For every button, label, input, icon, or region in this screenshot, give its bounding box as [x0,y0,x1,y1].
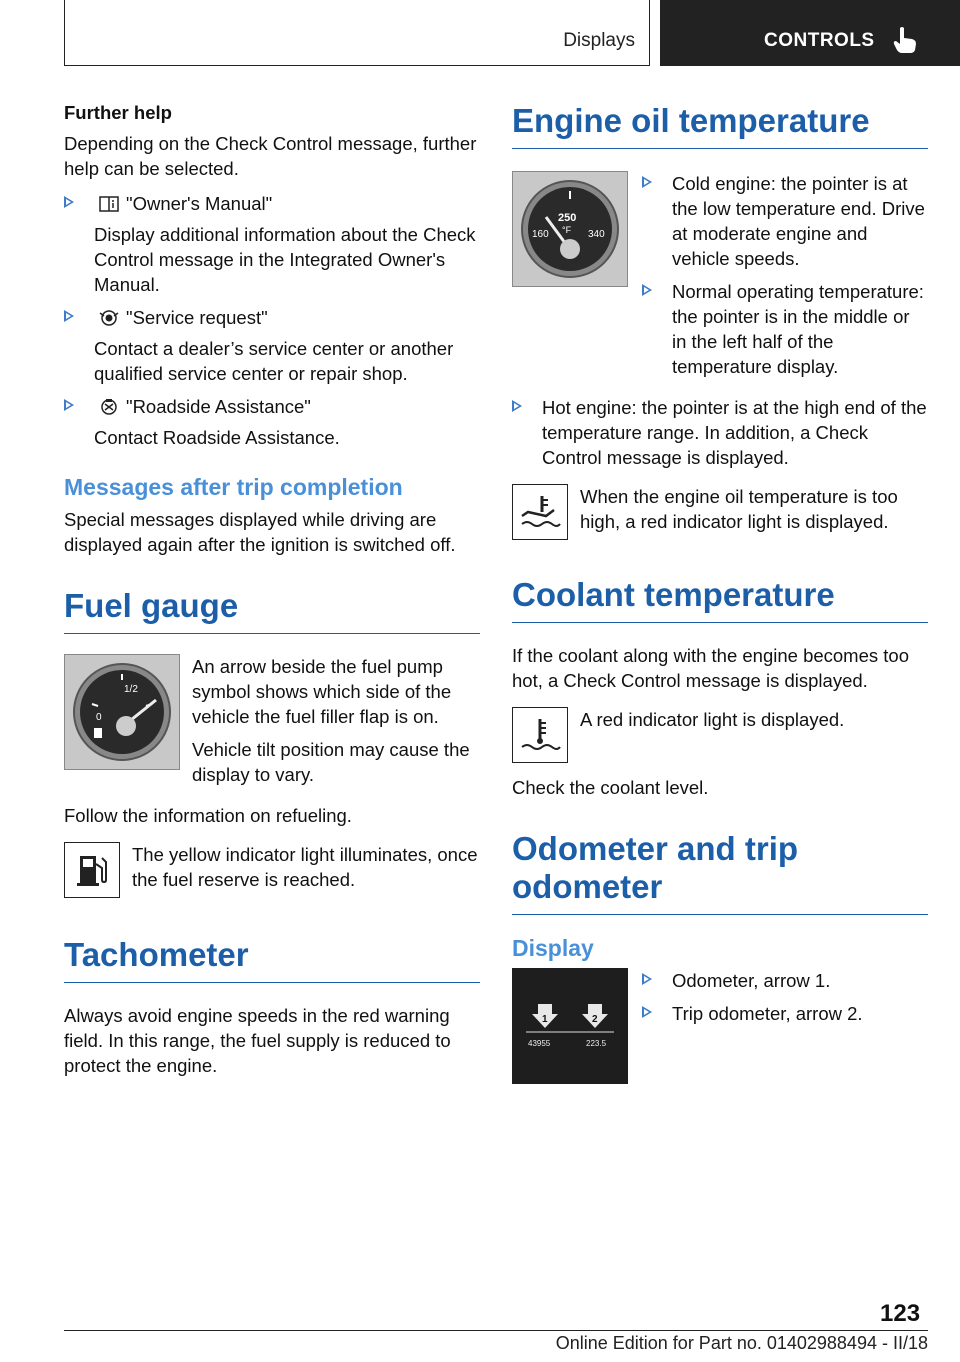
fuel-indicator-text: The yellow indicator light illuminates, once the fuel reserve is reached. [132,844,478,890]
further-help-heading: Further help [64,102,172,123]
service-request-label: "Service request" [126,307,268,328]
coolant-indicator-block [512,707,928,763]
oil-gauge-low: 160 [532,229,549,240]
odometer-display-image [512,968,628,1084]
arrow-2-label: 2 [592,1014,598,1025]
oil-gauge-high: 340 [588,229,605,240]
fuel-gauge-text [192,654,480,795]
roadside-assistance-desc: Contact Roadside Assistance. [94,427,340,448]
bullet-triangle-icon [642,973,654,987]
messages-heading: Messages after trip completion [64,474,403,500]
coolant-check-text: Check the coolant level. [512,777,709,798]
coolant-temperature-indicator-icon [512,707,568,763]
further-help-list [64,191,480,450]
owners-manual-icon [98,195,120,213]
bullet-triangle-icon [64,399,76,413]
fuel-gauge-heading: Fuel gauge [64,587,480,634]
fuel-gauge-block [64,654,480,795]
service-request-desc: Contact a dealer’s service center or another qualified service center or repair shop. [94,338,454,384]
odometer-item: Odometer, arrow 1. [672,970,831,991]
odometer-heading: Odometer and trip odometer [512,830,928,915]
roadside-assistance-icon [98,398,120,416]
fuel-gauge-half: 1/2 [124,684,138,695]
coolant-heading: Coolant temperature [512,576,928,623]
oil-item-normal: Normal operating temperature: the pointer is in the middle or in the left half of the temperature display. [672,281,924,377]
header-section-box [64,0,650,66]
fuel-gauge-dial-icon [70,660,174,764]
tachometer-heading: Tachometer [64,936,480,983]
list-item [642,171,928,271]
coolant-indicator-text: A red indicator light is displayed. [580,709,845,730]
bullet-triangle-icon [642,176,654,190]
oil-gauge-block [512,171,928,387]
oil-indicator-block [512,484,928,542]
footer-divider [64,1330,928,1331]
odometer-list [642,968,863,1034]
bullet-triangle-icon [64,196,76,210]
list-item [64,305,480,386]
coolant-text: If the coolant along with the engine becomes too hot, a Check Control message is displayed. [512,645,909,691]
oil-temperature-dial-icon [518,177,622,281]
fuel-pump-indicator-icon [64,842,120,898]
list-item [642,1001,863,1026]
odometer-value: 43955 [528,1039,551,1048]
oil-temperature-gauge-image [512,171,628,287]
tachometer-text: Always avoid engine speeds in the red warning field. In this range, the fuel supply is reduced to protect the engine. [64,1005,451,1076]
oil-list-long [512,395,928,470]
bullet-triangle-icon [64,310,76,324]
odometer-block [512,968,928,1084]
further-help-intro: Depending on the Check Control message, further help can be selected. [64,133,477,179]
list-item [64,191,480,297]
arrow-1-label: 1 [542,1014,548,1025]
fuel-indicator-block [64,842,480,900]
oil-list-short [642,171,928,387]
page-number: 123 [880,1300,921,1327]
bullet-triangle-icon [642,1006,654,1020]
engine-oil-heading: Engine oil temperature [512,102,928,149]
oil-gauge-mid: 250 [558,212,577,224]
bullet-triangle-icon [512,400,524,414]
header-chapter-title: CONTROLS [764,30,875,51]
header-section-title: Displays [563,30,635,51]
left-column [64,100,480,1078]
oil-item-cold: Cold engine: the pointer is at the low temperature end. Drive at moderate engine and vehicle speeds. [672,173,925,269]
header-chapter-box [660,0,960,66]
list-item [642,279,928,379]
bullet-triangle-icon [642,284,654,298]
list-item [64,394,480,450]
pointing-hand-icon [892,26,918,54]
oil-temperature-indicator-icon [512,484,568,540]
fuel-gauge-zero: 0 [96,712,102,723]
owners-manual-desc: Display additional information about the Check Control message in the Integrated Owner's Manual. [94,224,476,295]
service-request-icon [98,309,120,327]
fuel-gauge-image [64,654,180,770]
right-column [512,102,928,1092]
list-item [642,968,863,993]
owners-manual-label: "Owner's Manual" [126,193,273,214]
display-subheading: Display [512,935,594,961]
trip-odometer-value: 223.5 [586,1039,607,1048]
roadside-assistance-label: "Roadside Assistance" [126,396,311,417]
list-item [512,395,928,470]
messages-text: Special messages displayed while driving are displayed again after the ignition is switched off. [64,509,456,555]
footer-edition: Online Edition for Part no. 01402988494 - II/18 [555,1333,928,1353]
fuel-gauge-p1: An arrow beside the fuel pump symbol shows which side of the vehicle the fuel filler flap is on. [192,656,452,727]
trip-odometer-item: Trip odometer, arrow 2. [672,1003,863,1024]
fuel-gauge-p2: Vehicle tilt position may cause the display to vary. [192,739,470,785]
oil-indicator-text: When the engine oil temperature is too high, a red indicator light is displayed. [580,486,898,532]
fuel-gauge-p3: Follow the information on refueling. [64,805,352,826]
odometer-display-icon [512,968,628,1084]
oil-gauge-unit: °F [562,225,572,235]
oil-item-hot: Hot engine: the pointer is at the high end of the temperature range. In addition, a Check Control message is displayed. [542,397,927,468]
